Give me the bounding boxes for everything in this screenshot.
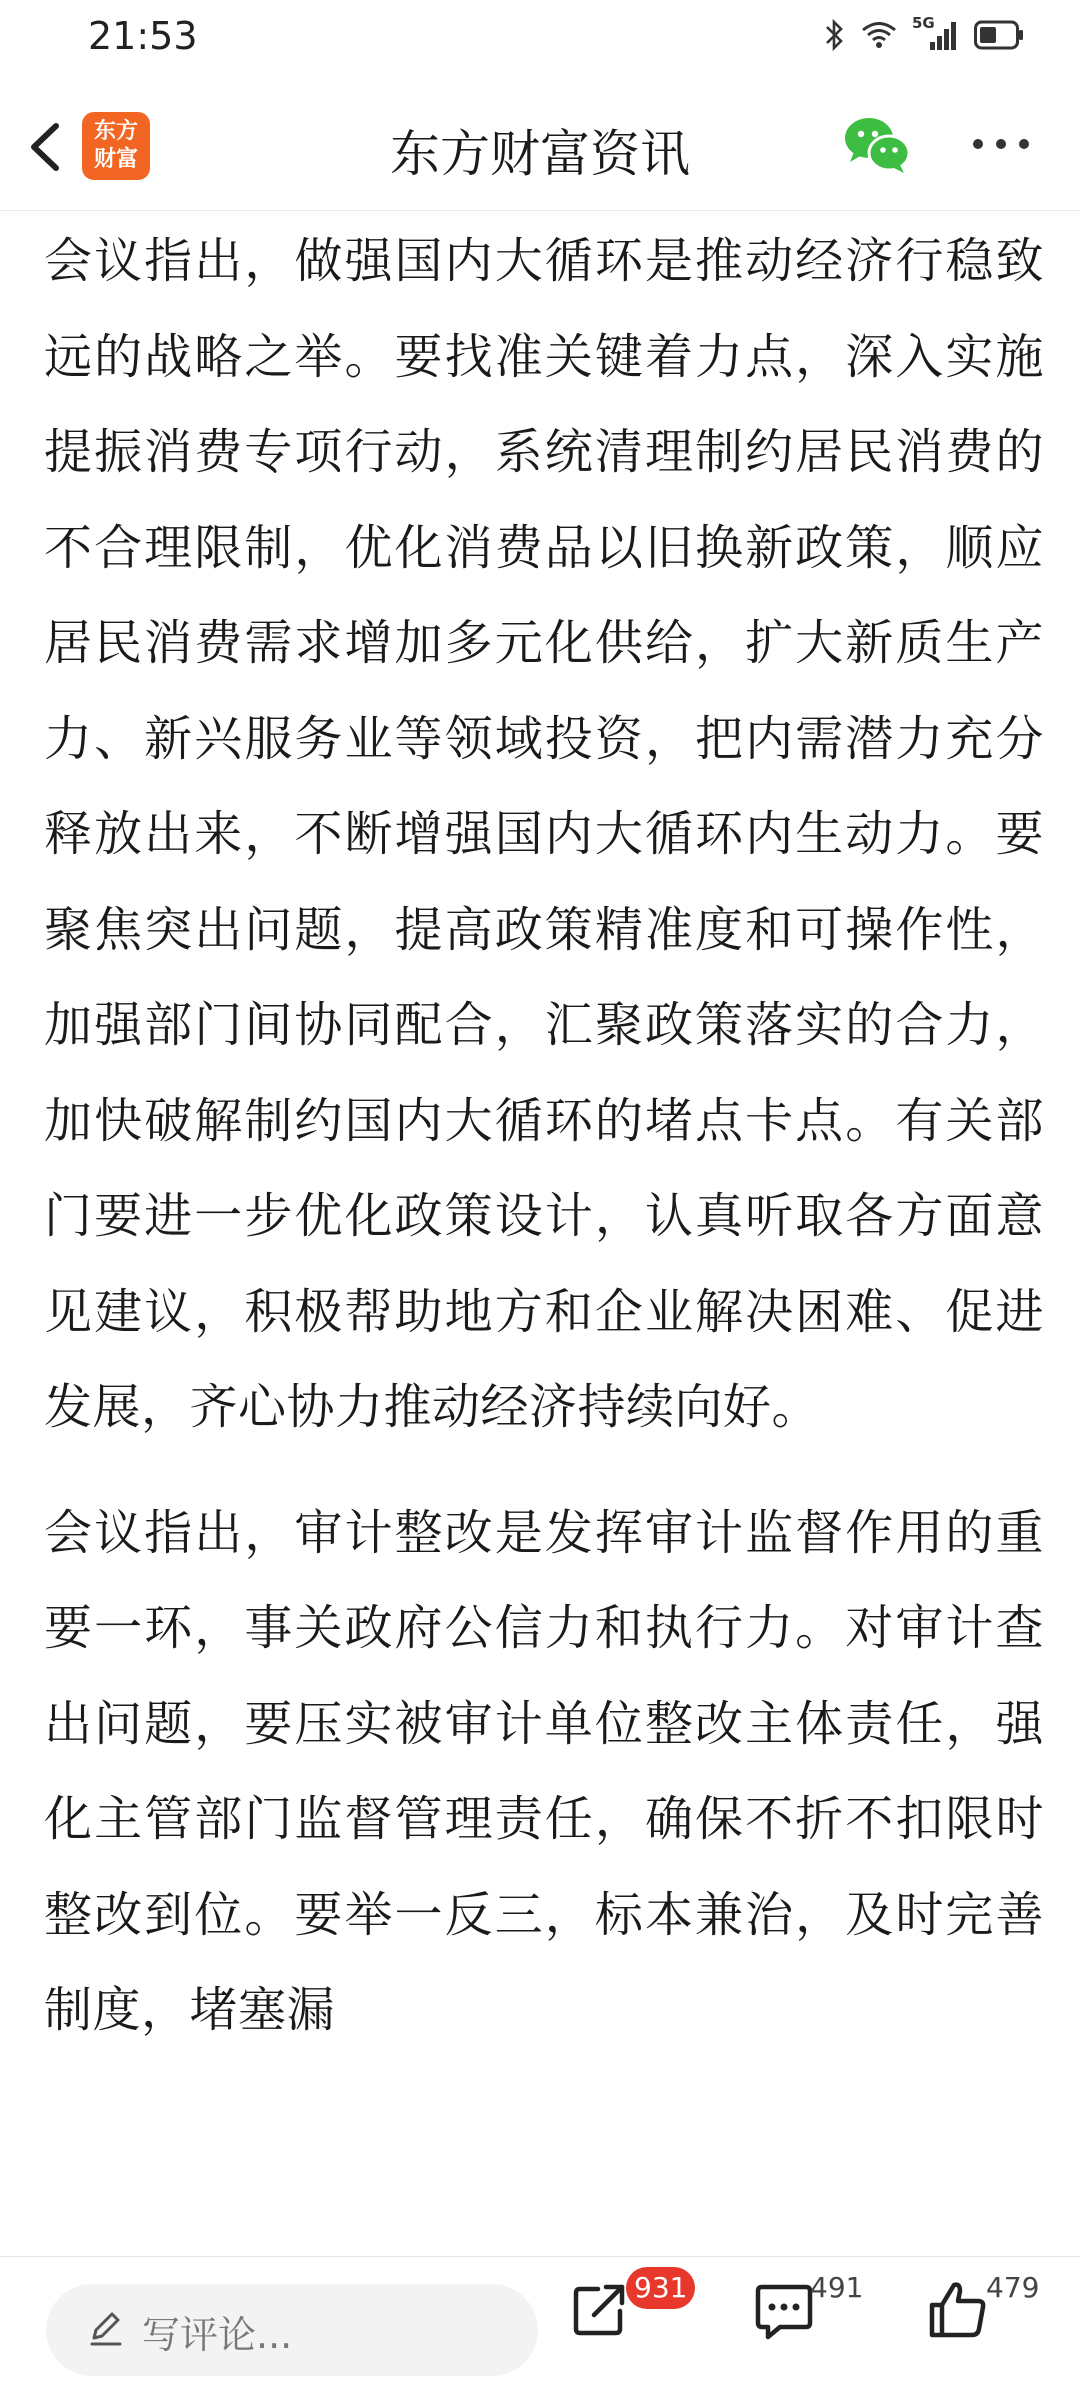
article-paragraph: 会议指出，做强国内大循环是推动经济行稳致远的战略之举。要找准关键着力点，深入实施提振消费专项行动，系统清理制约居民消费的不合理限制，优化消费品以旧换新政策，顺应居民消费需求增加多元化供给，扩大新质生产力、新兴服务业等领域投资，把内需潜力充分释放出来，不断增强国内大循环内生动力。要聚焦突出问题，提高政策精准度和可操作性，加强部门间协同配合，汇聚政策落实的合力，加快破解制约国内大循环的堵点卡点。有关部门要进一步优化政策设计，认真听取各方面意见建议，积极帮助地方和企业解决困难、促进发展，齐心协力推动经济持续向好。 [44, 233, 1044, 1435]
bluetooth-icon [824, 18, 846, 52]
article-paragraph: 会议指出，审计整改是发挥审计监督作用的重要一环，事关政府公信力和执行力。对审计查出问题，要压实被审计单位整改主体责任，强化主管部门监督管理责任，确保不折不扣限时整改到位。要举一反三，标本兼治，及时完善制度，堵塞漏 [44, 1504, 1044, 2038]
like-button[interactable] [926, 2277, 990, 2345]
share-count-badge: 931 [626, 2267, 695, 2309]
logo-line2: 财富 [93, 147, 138, 172]
comments-button[interactable] [752, 2277, 816, 2345]
back-button[interactable] [14, 110, 78, 184]
app-logo [82, 112, 150, 180]
thumbs-up-icon [926, 2277, 990, 2341]
comments-count: 491 [810, 2271, 864, 2304]
status-icons [824, 14, 1024, 52]
status-time: 21:53 [88, 14, 198, 58]
signal-icon [912, 14, 960, 52]
comment-input[interactable] [46, 2284, 538, 2376]
share-button[interactable] [568, 2277, 632, 2345]
article-body[interactable] [44, 214, 1044, 2254]
wifi-icon [860, 20, 898, 50]
battery-icon [974, 20, 1024, 50]
share-icon [568, 2277, 632, 2341]
back-icon [14, 110, 78, 184]
logo-line1: 东方 [93, 119, 138, 144]
page-title: 东方财富资讯 [390, 125, 690, 183]
pencil-icon [84, 2306, 128, 2354]
status-bar [0, 0, 1080, 84]
likes-count: 479 [986, 2271, 1040, 2304]
top-nav-bar [0, 84, 1080, 211]
comment-icon [752, 2277, 816, 2341]
bottom-action-bar [0, 2256, 1080, 2401]
more-button[interactable] [966, 114, 1036, 174]
wechat-icon [842, 112, 912, 178]
wechat-share-button[interactable] [842, 112, 912, 178]
network-label: 5G [912, 14, 935, 32]
comment-placeholder: 写评论... [142, 2313, 293, 2357]
more-icon [966, 114, 1036, 174]
